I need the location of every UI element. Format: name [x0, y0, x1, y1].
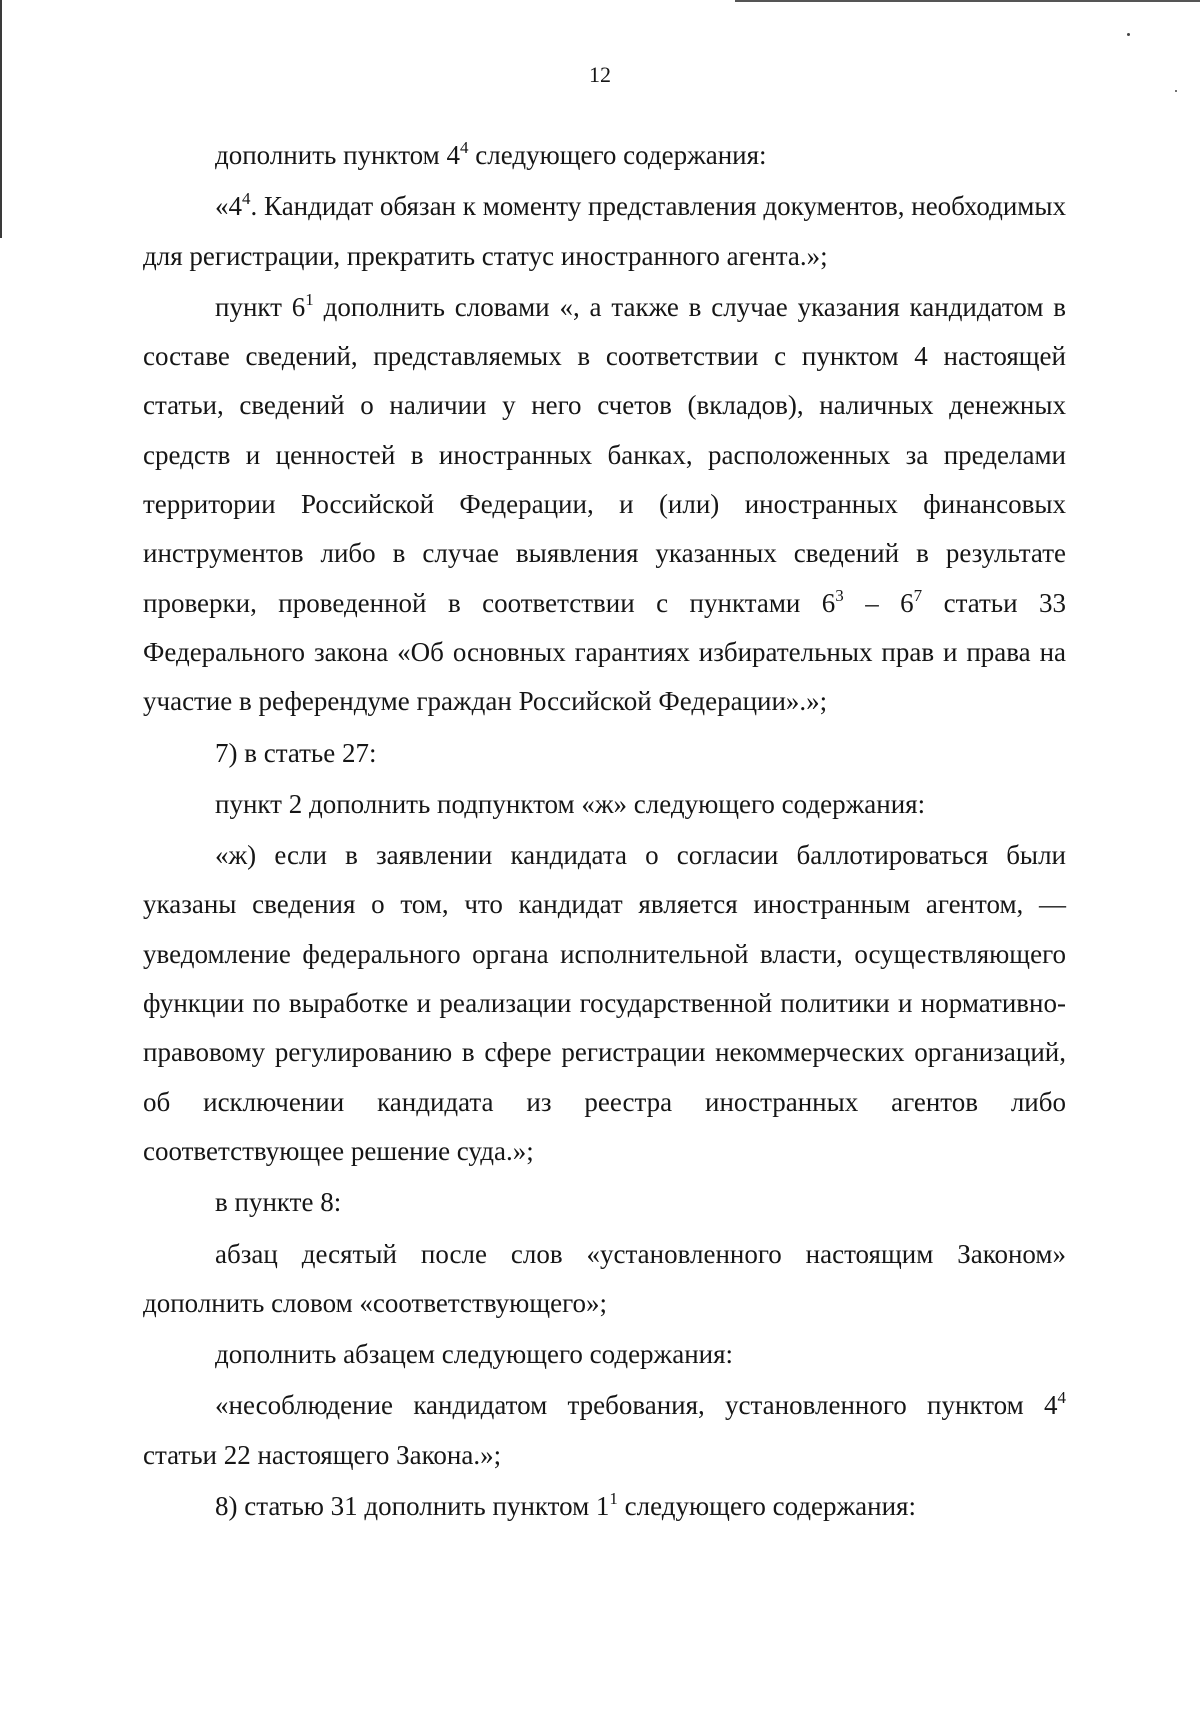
paragraph-text: статьи 33 Федерального закона «Об основных гарантиях избирательных прав и права на участие в референдуме граждан Российской Федерации».»;	[143, 587, 1067, 717]
superscript: 1	[609, 1489, 618, 1509]
scan-border-left	[0, 0, 2, 238]
paragraph-text: абзац десятый после слов «установленного настоящим Законом» дополнить словом «соответствующего»;	[143, 1238, 1066, 1318]
paragraph-text: в пункте 8:	[215, 1187, 342, 1218]
document-body	[143, 131, 1066, 1531]
superscript: 7	[913, 585, 923, 605]
scan-speck	[1127, 33, 1130, 36]
superscript: 4	[460, 138, 469, 157]
paragraph-in-point-8	[143, 1178, 1066, 1227]
paragraph-add-point-4-4	[143, 131, 1066, 180]
paragraph-text: «4	[215, 191, 242, 222]
paragraph-text: дополнить абзацем следующего содержания:	[215, 1339, 734, 1370]
paragraph-text: следующего содержания:	[617, 1491, 916, 1522]
paragraph-non-compliance	[143, 1381, 1066, 1480]
paragraph-subpoint-zh-text	[143, 831, 1066, 1176]
paragraph-text: . Кандидат обязан к моменту представления документов, необходимых для регистрации, прекратить статус иностранного агента.»;	[143, 191, 1066, 271]
paragraph-add-abzats	[143, 1330, 1066, 1379]
paragraph-article-31	[143, 1482, 1066, 1531]
paragraph-text: дополнить пунктом 4	[215, 140, 460, 170]
paragraph-text: пункт 2 дополнить подпунктом «ж» следующего содержания:	[215, 788, 926, 819]
superscript: 4	[242, 189, 251, 209]
paragraph-point-2-subpoint-zh	[143, 780, 1066, 829]
superscript: 1	[305, 289, 314, 309]
paragraph-tenth-abzats	[143, 1230, 1066, 1329]
scan-border-top	[735, 0, 1200, 2]
paragraph-text: 8) статью 31 дополнить пунктом 1	[215, 1491, 610, 1522]
paragraph-point-6-1	[143, 283, 1066, 727]
scan-speck	[1175, 90, 1177, 92]
superscript: 4	[1057, 1388, 1066, 1408]
paragraph-text: следующего содержания:	[468, 140, 767, 170]
paragraph-text: 7) в статье 27:	[215, 737, 377, 768]
paragraph-text: пункт 6	[215, 291, 306, 322]
superscript: 3	[835, 585, 844, 605]
paragraph-text: – 6	[843, 587, 914, 618]
paragraph-text: «несоблюдение кандидатом требования, установленного пунктом 4	[215, 1390, 1058, 1421]
paragraph-article-27	[143, 729, 1066, 778]
paragraph-text: «ж) если в заявлении кандидата о согласии баллотироваться были указаны сведения о том, что кандидат является иностранным агентом, — уведомление федерального органа исполнительной власти, осуществляющего функции по выработке и реализации государственной политики и нормативно-правовому регулированию в сфере регистрации некоммерческих организаций, об исключении кандидата из реестра иностранных агентов либо соответствующее решение суда.»;	[143, 840, 1066, 1166]
paragraph-point-4-4-text	[143, 182, 1066, 281]
paragraph-text: статьи 22 настоящего Закона.»;	[143, 1439, 502, 1470]
paragraph-text: дополнить словами «, а также в случае указания кандидатом в составе сведений, представляемых в соответствии с пунктом 4 настоящей статьи, сведений о наличии у него счетов (вкладов), наличных денежных средств и ценностей в иностранных банках, расположенных за пределами территории Российской Федерации, и (или) иностранных финансовых инструментов либо в случае выявления указанных сведений в результате проверки, проведенной в соответствии с пунктами 6	[143, 291, 1066, 618]
page-number: 12	[589, 62, 611, 87]
